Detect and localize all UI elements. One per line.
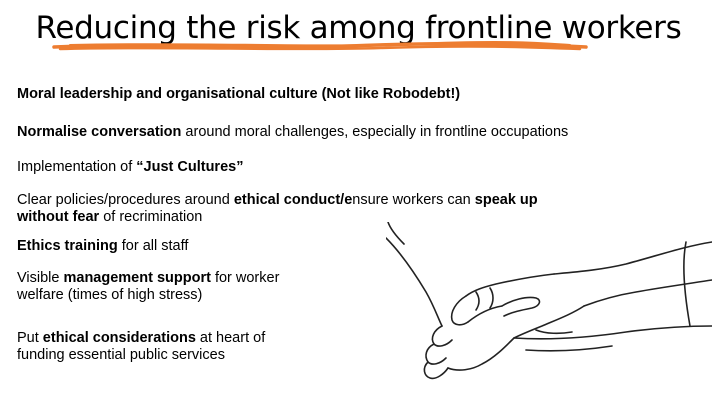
- bullet-text: Implementation of: [17, 159, 137, 175]
- bullet-text: of recrimination: [99, 209, 203, 225]
- slide-title: Reducing the risk among frontline workers: [35, 10, 682, 46]
- bullet-text: Moral leadership and organisational culture (Not like Robodebt!): [17, 86, 461, 102]
- bullet-ethical-considerations: [17, 330, 265, 364]
- bullet-text: nsure workers can: [352, 192, 475, 208]
- bullet-line-1: [17, 192, 538, 209]
- bullet-ethics-training: [17, 238, 188, 255]
- bullet-management-support: [17, 270, 279, 304]
- bullet-clear-policies: [17, 192, 538, 226]
- bullet-bold-text: “Just Cultures”: [136, 159, 244, 175]
- bullet-bold-text: without fear: [17, 209, 100, 225]
- bullet-just-cultures: [17, 159, 243, 176]
- bullet-bold-text: speak up: [474, 192, 538, 208]
- bullet-bold-text: management support: [63, 270, 211, 286]
- bullet-text: Put: [17, 330, 43, 346]
- bullet-bold-text: ethical conduct/e: [233, 192, 353, 208]
- handshake-sketch-icon: [386, 222, 712, 398]
- bullet-bold-text: Normalise conversation: [17, 124, 182, 140]
- bullet-text: at heart of: [195, 330, 266, 346]
- bullet-line-1: [17, 270, 279, 287]
- bullet-moral-leadership: [17, 86, 460, 103]
- bullet-text: Clear policies/procedures around: [17, 192, 234, 208]
- bullet-bold-text: ethical considerations: [42, 330, 196, 346]
- bullet-normalise-conversation: [17, 124, 568, 141]
- title-underline: [50, 38, 590, 56]
- bullet-line-1: [17, 330, 265, 347]
- bullet-bold-text: Ethics training: [17, 238, 118, 254]
- bullet-text: for all staff: [117, 238, 189, 254]
- bullet-text: for worker: [210, 270, 280, 286]
- bullet-line-2: funding essential public services: [17, 347, 225, 363]
- bullet-text: around moral challenges, especially in frontline occupations: [181, 124, 569, 140]
- bullet-text: Visible: [17, 270, 64, 286]
- bullet-line-2: welfare (times of high stress): [17, 287, 203, 303]
